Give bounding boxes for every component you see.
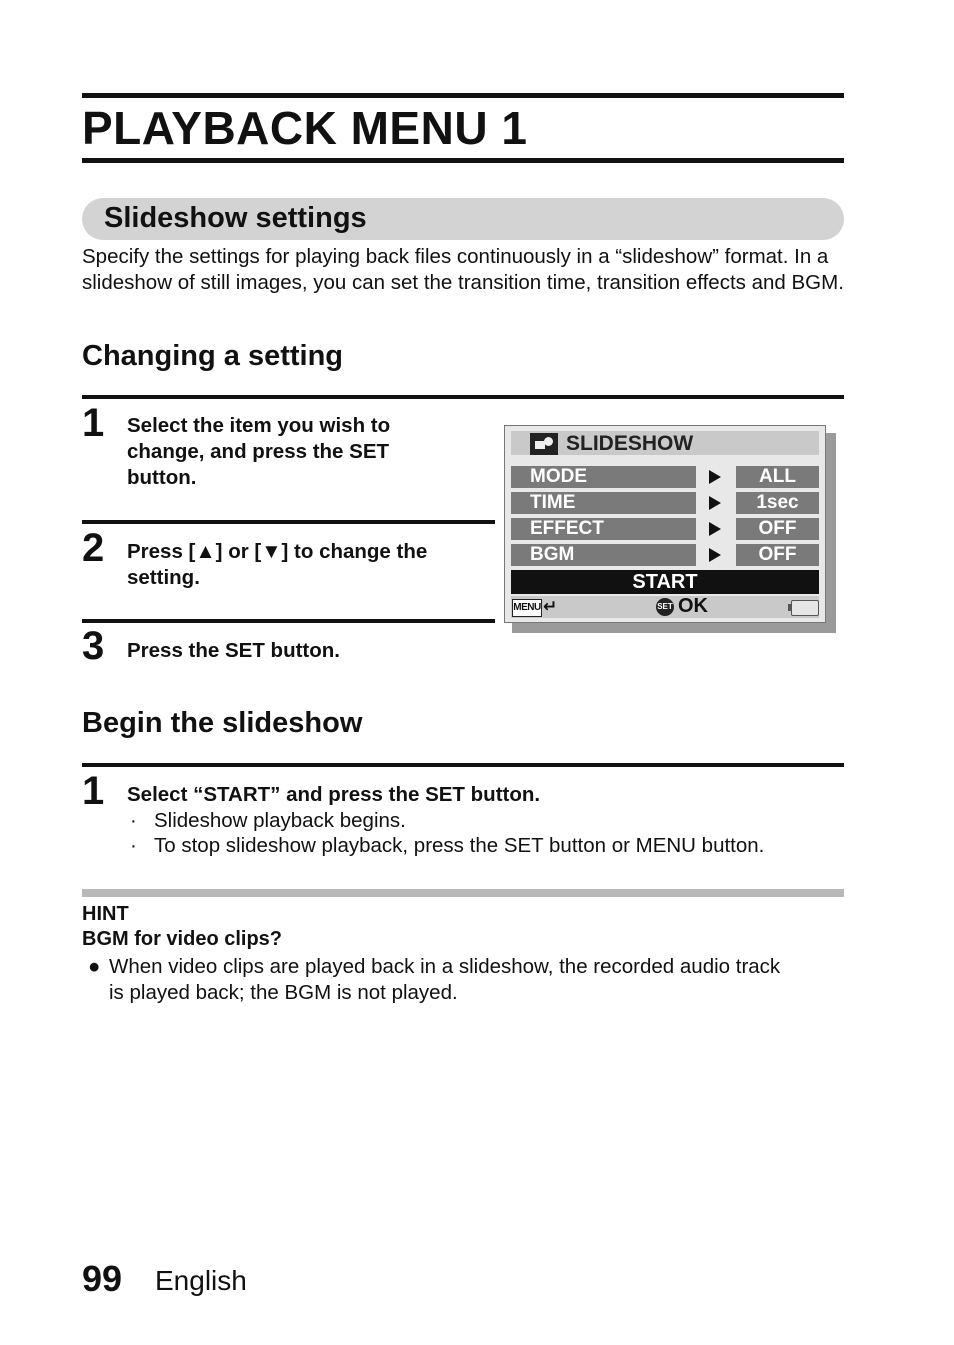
begin-bullet [130,808,406,833]
hint-title: BGM for video clips? [82,928,283,950]
begin-bullet-text: To stop slideshow playback, press the SET button or MENU button. [154,834,765,857]
step-2-number: 2 [82,526,105,570]
battery-icon [791,600,819,616]
menu-row-value: ALL [736,466,819,488]
step-1-line: button. [127,466,197,489]
menu-row-label: TIME [511,492,696,514]
title-top-rule [82,93,844,98]
menu-row-label: EFFECT [511,518,696,540]
begin-step-number: 1 [82,769,105,813]
page-number: 99 [82,1258,123,1299]
menu-row-effect[interactable] [511,518,819,540]
hint-line: When video clips are played back in a slideshow, the recorded audio track [109,955,781,978]
arrow-right-icon [709,496,721,510]
step-2-line: Press [▲] or [▼] to change the [127,540,428,563]
step-1-number: 1 [82,401,105,445]
hint-divider [82,889,844,897]
bullet-dot: ● [88,955,101,978]
begin-bullet [130,833,764,858]
bullet-dot: · [130,809,137,832]
step-1-text [127,413,390,491]
arrow-right-icon [709,522,721,536]
step-3-rule [82,619,495,623]
start-button[interactable]: START [511,570,819,594]
begin-rule [82,763,844,767]
menu-row-time[interactable] [511,492,819,514]
return-icon: ↵ [543,597,558,616]
changing-rule [82,395,844,399]
changing-heading: Changing a setting [82,340,343,372]
step-2-text [127,539,427,591]
step-1-line: change, and press the SET [127,440,390,463]
menu-row-mode[interactable] [511,466,819,488]
screen-title: SLIDESHOW [566,432,694,455]
begin-heading: Begin the slideshow [82,707,363,739]
intro-paragraph: Specify the settings for playing back files continuously in a “slideshow” format. In a slideshow of still images, you can set the transition time, transition effects and BGM. [82,245,844,294]
step-3-text [127,638,340,664]
page-language: English [155,1265,247,1296]
page-title: PLAYBACK MENU 1 [82,102,528,154]
menu-row-value: 1sec [736,492,819,514]
set-button-icon: SET [656,598,674,616]
menu-row-bgm[interactable] [511,544,819,566]
menu-icon: MENU [512,599,542,617]
hint-label: HINT [82,903,129,925]
hint-text [109,954,849,1005]
menu-row-value: OFF [736,544,819,566]
ok-label: OK [678,595,708,617]
menu-row-value: OFF [736,518,819,540]
step-3-number: 3 [82,624,105,668]
section-heading-bar [82,198,844,240]
bullet-dot: · [130,834,137,857]
step-2-line: setting. [127,566,200,589]
screen-footer [511,596,819,618]
begin-bullet-text: Slideshow playback begins. [154,809,406,832]
hint-line: is played back; the BGM is not played. [109,980,458,1004]
section-title: Slideshow settings [104,202,367,234]
slideshow-screen [504,425,826,623]
step-2-rule [82,520,495,524]
arrow-right-icon [709,470,721,484]
step-3-line: Press the SET button. [127,639,340,662]
screen-title-bar [511,431,819,455]
arrow-right-icon [709,548,721,562]
step-1-line: Select the item you wish to [127,414,391,437]
menu-row-label: BGM [511,544,696,566]
slideshow-icon [530,433,558,455]
menu-row-label: MODE [511,466,696,488]
begin-step-text: Select “START” and press the SET button. [127,783,541,806]
title-bottom-rule [82,158,844,163]
